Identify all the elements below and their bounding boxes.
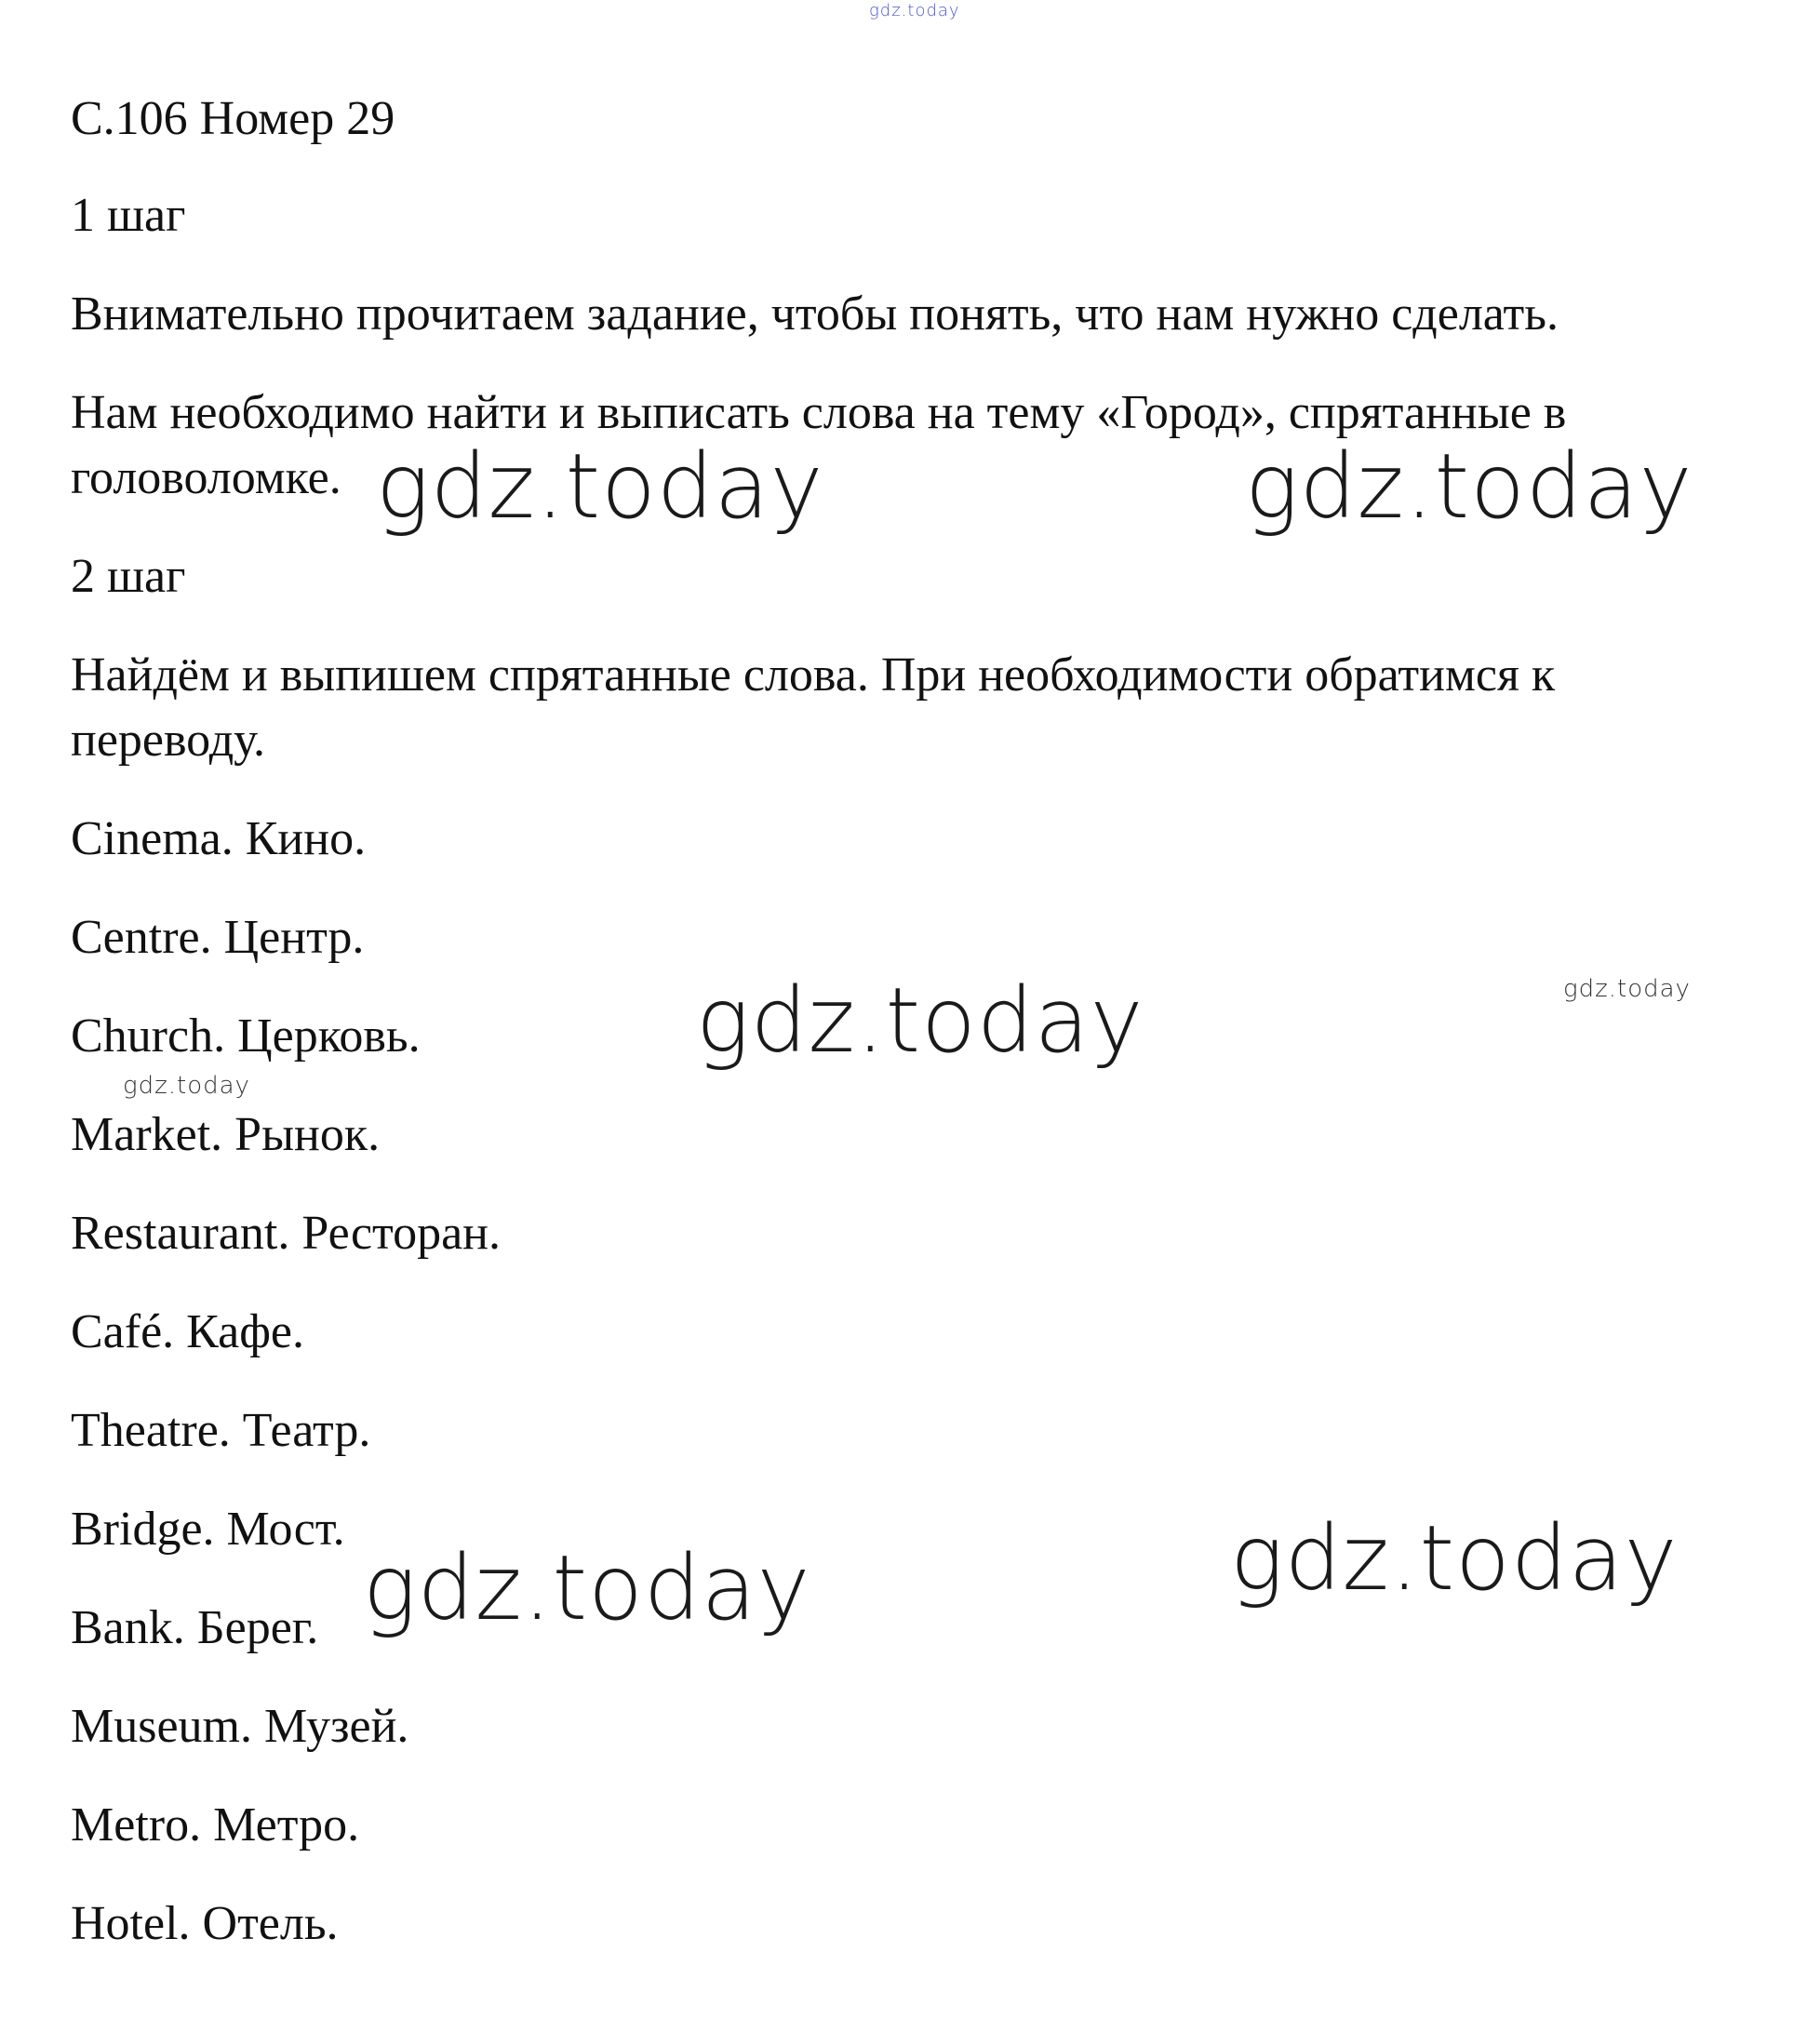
- word-item: Cinema. Кино.: [71, 812, 367, 865]
- watermark-small: gdz.today: [123, 1072, 250, 1100]
- watermark-large: gdz.today: [696, 969, 1144, 1073]
- step2-instruction-line2: переводу.: [71, 714, 265, 767]
- watermark-large: gdz.today: [1230, 1506, 1679, 1611]
- word-item: Bank. Берег.: [71, 1601, 319, 1654]
- word-item: Hotel. Отель.: [71, 1897, 339, 1950]
- word-item: Church. Церковь.: [71, 1009, 421, 1063]
- step1-instruction: Внимательно прочитаем задание, чтобы понять, что нам нужно сделать.: [71, 287, 1559, 341]
- word-item: Restaurant. Ресторан.: [71, 1207, 502, 1260]
- watermark-small: gdz.today: [1563, 975, 1691, 1003]
- watermark-large: gdz.today: [363, 1536, 811, 1640]
- watermark-large: gdz.today: [1245, 434, 1693, 539]
- task-title: С.106 Номер 29: [71, 92, 395, 145]
- step1-label: 1 шаг: [71, 189, 186, 242]
- step1-task-line2: головоломке.: [71, 451, 341, 504]
- watermark-large: gdz.today: [376, 434, 824, 539]
- step2-label: 2 шаг: [71, 550, 186, 603]
- step2-instruction-line1: Найдём и выпишем спрятанные слова. При необходимости обратимся к: [71, 648, 1556, 702]
- watermark-top: gdz.today: [869, 1, 960, 20]
- word-item: Café. Кафе.: [71, 1305, 305, 1358]
- word-item: Theatre. Театр.: [71, 1404, 371, 1457]
- step1-task-line1: Нам необходимо найти и выписать слова на тему «Город», спрятанные в: [71, 386, 1567, 439]
- word-item: Centre. Центр.: [71, 911, 365, 964]
- word-item: Market. Рынок.: [71, 1108, 381, 1161]
- word-item: Metro. Метро.: [71, 1798, 360, 1852]
- word-item: Bridge. Мост.: [71, 1503, 345, 1556]
- word-item: Museum. Музей.: [71, 1700, 409, 1753]
